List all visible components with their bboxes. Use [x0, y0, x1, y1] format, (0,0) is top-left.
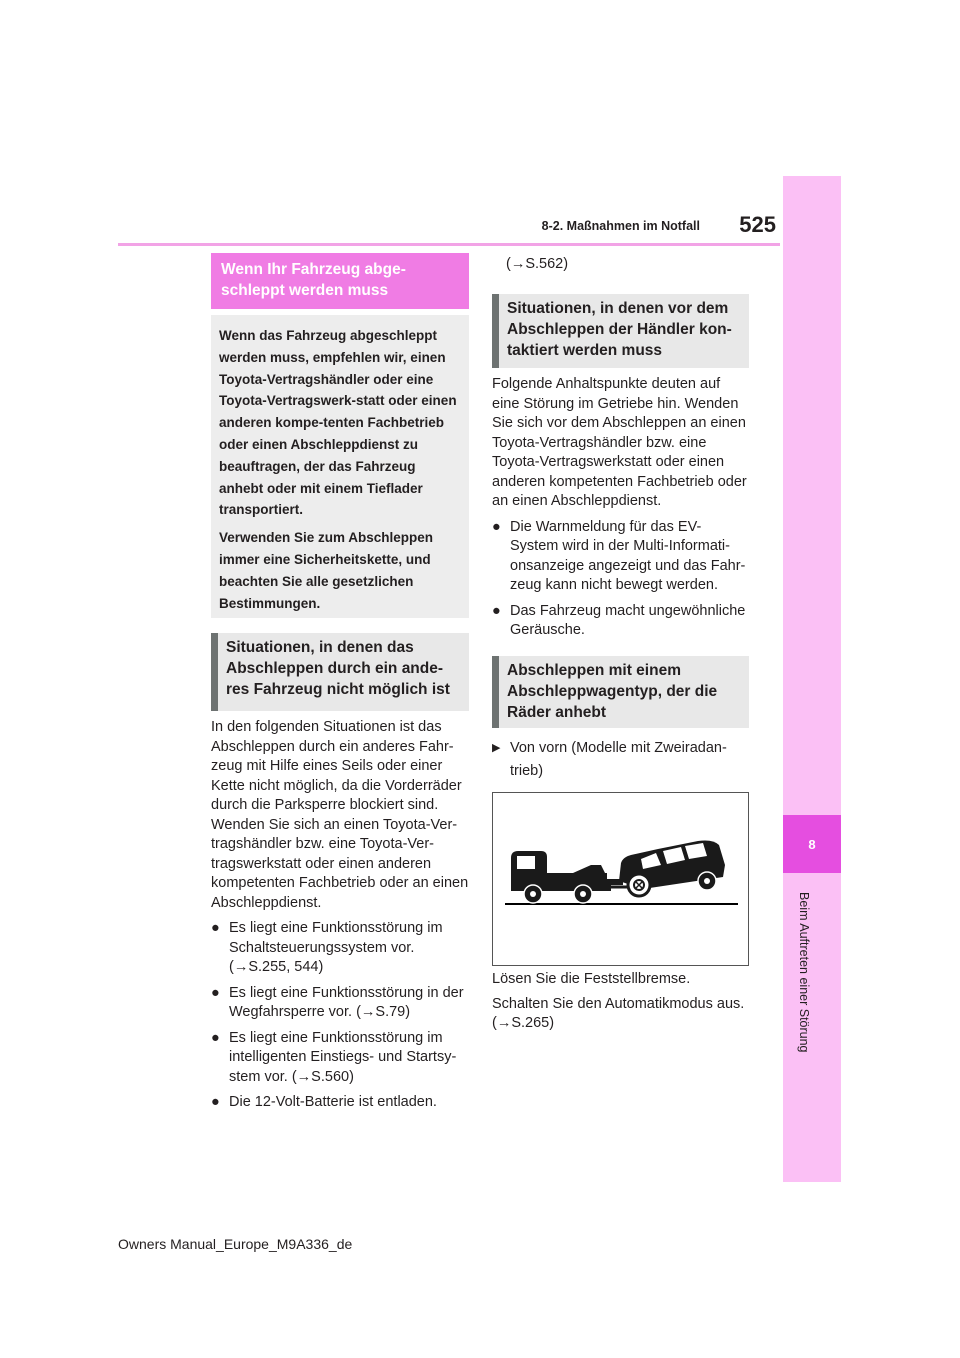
list-item: ● Es liegt eine Funktionsstörung in der Wegfahrsperre vor. (→S.79): [211, 984, 464, 1020]
bullet-icon: ●: [211, 984, 220, 1001]
notice-paragraph-2: Verwenden Sie zum Abschleppen immer eine Sicherheitskette, und beachten Sie alle gesetzlichen Bestimmungen.: [219, 530, 434, 611]
notice-paragraph-1: Wenn das Fahrzeug abgeschleppt werden muss, empfehlen wir, einen Toyota-Vertragshändler oder eine Toyota-Vertragswerk-statt oder einen anderen kompe-tenten Fachbetrieb oder einen Abschleppdienst zu beauftragen, der das Fahrzeug anhebt oder mit einem Tieflader transportiert.: [219, 328, 457, 518]
left-body: [211, 718, 469, 1113]
auto-mode-off-text: Schalten Sie den Automatikmodus aus. (→S.265): [492, 995, 745, 1031]
dealer-contact-intro: Folgende Anhaltspunkte deuten auf eine Störung im Getriebe hin. Wenden Sie sich vor dem Abschleppen an einen Toyota-Vertragshändler bzw. eine Toyota-Vertragswerkstatt oder einen anderen kompetenten Fachbetrieb oder an einen Abschleppdienst.: [492, 376, 747, 509]
tow-truck-figure: [492, 792, 749, 966]
dealer-contact-list: [492, 518, 749, 641]
reference-top: (→S.562): [506, 256, 569, 272]
list-item: ● Die 12-Volt-Batterie ist entladen.: [211, 1093, 469, 1113]
page-number: 525: [739, 212, 776, 237]
list-item: ● Es liegt eine Funktionsstörung im Schaltsteuerungssystem vor. (→S.255, 544): [211, 920, 443, 975]
no-towing-intro: In den folgenden Situationen ist das Abschleppen durch ein anderes Fahr-zeug mit Hilfe eines Seils oder einer Kette nicht möglich, da die Vorderräder durch die Parksperre blockiert sind. Wenden Sie sich an einen Toyota-Ver-tragshändler bzw. eine Toyota-Ver-tragswerkstatt oder einen anderen kompetenten Fachbetrieb oder an einen Abschleppdienst.: [211, 719, 469, 911]
no-towing-heading: Situationen, in denen das Abschleppen durch ein ande-res Fahrzeug nicht möglich ist: [211, 633, 469, 711]
arrow-right-icon: ▶: [492, 742, 501, 754]
dealer-contact-heading: Situationen, in denen vor dem Abschleppen der Händler kon-taktiert werden muss: [492, 294, 749, 368]
bullet-icon: ●: [211, 1029, 220, 1046]
release-brake-text: Lösen Sie die Feststellbremse.: [492, 971, 691, 987]
bullet-icon: ●: [211, 1094, 220, 1110]
right-body-1: [492, 375, 749, 641]
chapter-title: Beim Auftreten einer Störung: [797, 892, 811, 1053]
list-item: ● Das Fahrzeug macht ungewöhnliche Geräusche.: [492, 602, 746, 638]
footer-manual-id: Owners Manual_Europe_M9A336_de: [118, 1236, 353, 1252]
bullet-icon: ●: [211, 920, 220, 936]
towing-heading: Wenn Ihr Fahrzeug abge- schleppt werden muss: [211, 253, 469, 309]
right-body-2: [492, 970, 749, 1034]
list-item: ● Es liegt eine Funktionsstörung im intelligenten Einstiegs- und Startsy-stem vor. (→S.560): [211, 1029, 457, 1085]
arrow-item: ▶ Von vorn (Modelle mit Zweiradan-trieb): [492, 737, 749, 783]
bullet-icon: ●: [492, 518, 501, 535]
wheel-lift-heading: Abschleppen mit einem Abschleppwagentyp, der die Räder anhebt: [492, 656, 749, 728]
section-label: 8-2. Maßnahmen im Notfall: [541, 219, 700, 233]
tow-truck-illustration: [493, 793, 748, 965]
towing-notice-box: [211, 315, 469, 618]
header-rule: [118, 243, 780, 246]
chapter-number: 8: [783, 815, 841, 873]
no-towing-list: [211, 919, 469, 1113]
list-item: ● Die Warnmeldung für das EV-System wird in der Multi-Informati-onsanzeige angezeigt und das Fahr-zeug kann nicht bewegt werden.: [492, 518, 746, 593]
bullet-icon: ●: [492, 602, 501, 619]
